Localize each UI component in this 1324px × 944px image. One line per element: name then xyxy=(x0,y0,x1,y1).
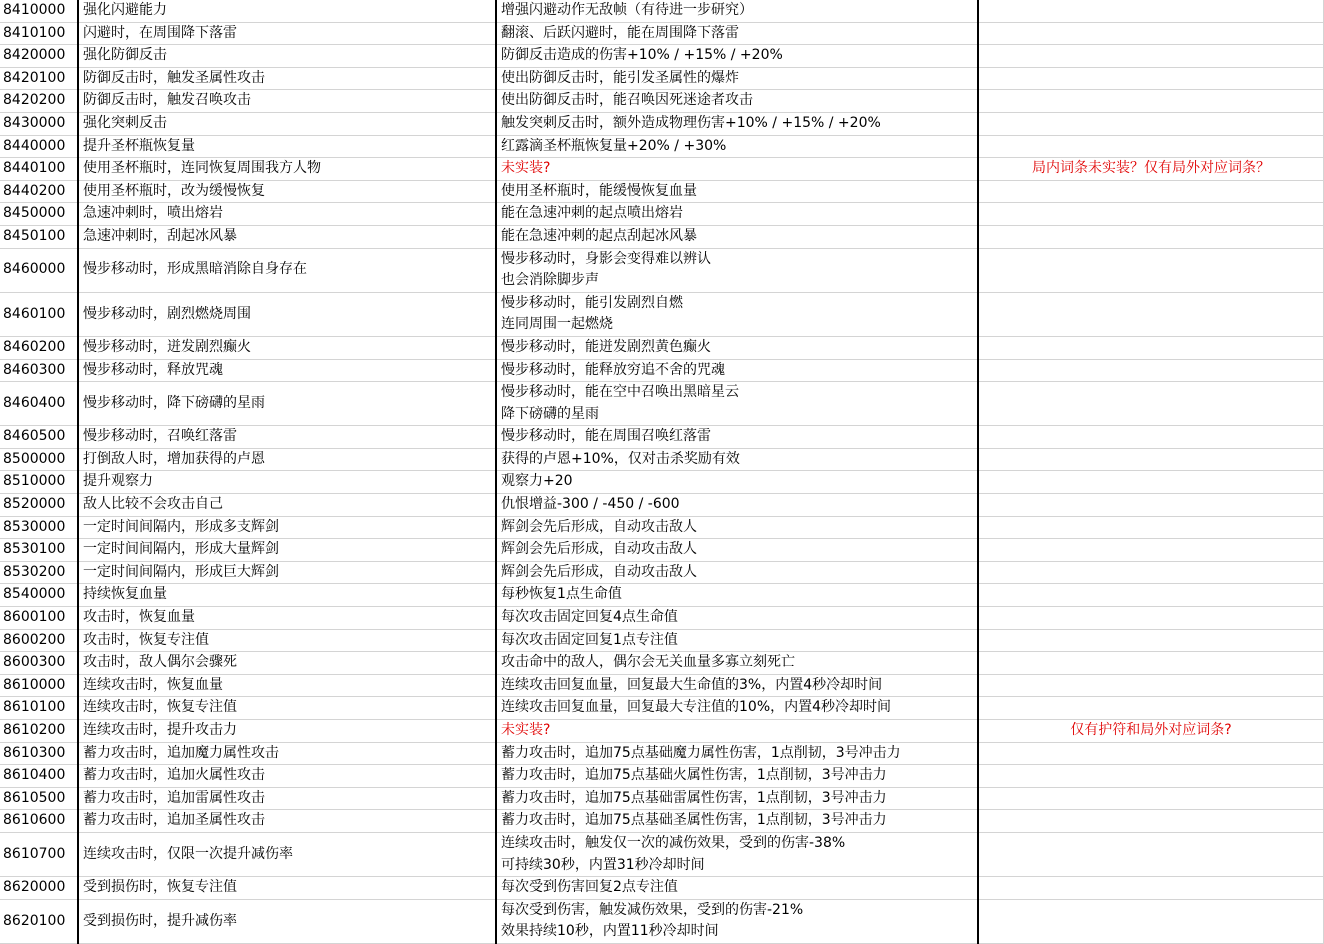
cell-id[interactable]: 8620000 xyxy=(0,877,78,900)
cell-name[interactable]: 急速冲刺时，刮起冰风暴 xyxy=(78,225,496,248)
cell-note[interactable] xyxy=(978,180,1324,203)
table-row xyxy=(0,899,1324,943)
table-row xyxy=(0,382,1324,426)
cell-effect[interactable] xyxy=(496,697,978,720)
cell-name[interactable]: 受到损伤时，提升减伤率 xyxy=(78,899,496,943)
effect-line: 慢步移动时，能引发剧烈自燃 xyxy=(501,294,683,311)
cell-id[interactable]: 8530200 xyxy=(0,561,78,584)
cell-note[interactable] xyxy=(978,22,1324,45)
cell-note[interactable] xyxy=(978,448,1324,471)
cell-effect[interactable] xyxy=(496,832,978,876)
cell-note[interactable] xyxy=(978,359,1324,382)
cell-id[interactable]: 8460200 xyxy=(0,336,78,359)
cell-note[interactable] xyxy=(978,494,1324,517)
cell-id[interactable]: 8450000 xyxy=(0,203,78,226)
cell-note[interactable] xyxy=(978,336,1324,359)
effect-line: 蓄力攻击时，追加75点基础火属性伤害，1点削韧，3号冲击力 xyxy=(501,767,887,784)
effect-line: 降下磅礴的星雨 xyxy=(501,405,599,422)
effect-line: 辉剑会先后形成，自动攻击敌人 xyxy=(501,563,697,580)
table-row xyxy=(0,607,1324,630)
table-row xyxy=(0,112,1324,135)
effect-line: 蓄力攻击时，追加75点基础雷属性伤害，1点削韧，3号冲击力 xyxy=(501,789,887,806)
table-row xyxy=(0,674,1324,697)
table-row xyxy=(0,158,1324,181)
cell-name[interactable]: 连续攻击时，恢复血量 xyxy=(78,674,496,697)
cell-effect[interactable] xyxy=(496,22,978,45)
cell-name[interactable]: 蓄力攻击时，追加火属性攻击 xyxy=(78,765,496,788)
effect-line: 辉剑会先后形成，自动攻击敌人 xyxy=(501,541,697,558)
cell-id[interactable]: 8460100 xyxy=(0,292,78,336)
cell-effect[interactable] xyxy=(496,899,978,943)
effect-line: 未实装? xyxy=(501,160,551,177)
cell-effect[interactable] xyxy=(496,426,978,449)
table-row xyxy=(0,448,1324,471)
effect-line: 每次攻击固定回复1点专注值 xyxy=(501,631,678,648)
effect-line: 慢步移动时，能释放穷追不舍的咒魂 xyxy=(501,361,725,378)
cell-id[interactable]: 8600200 xyxy=(0,629,78,652)
cell-name[interactable]: 慢步移动时，剧烈燃烧周围 xyxy=(78,292,496,336)
cell-name[interactable]: 强化突刺反击 xyxy=(78,112,496,135)
cell-name[interactable]: 敌人比较不会攻击自己 xyxy=(78,494,496,517)
cell-id[interactable]: 8610000 xyxy=(0,674,78,697)
table-row xyxy=(0,765,1324,788)
cell-id[interactable]: 8530000 xyxy=(0,516,78,539)
cell-note[interactable] xyxy=(978,697,1324,720)
cell-effect[interactable] xyxy=(496,135,978,158)
table-row xyxy=(0,0,1324,22)
cell-name[interactable]: 受到损伤时，恢复专注值 xyxy=(78,877,496,900)
table-row xyxy=(0,203,1324,226)
table-row xyxy=(0,516,1324,539)
cell-effect[interactable] xyxy=(496,765,978,788)
cell-note[interactable] xyxy=(978,471,1324,494)
effect-line: 获得的卢恩+10%，仅对击杀奖励有效 xyxy=(501,450,740,467)
table-row xyxy=(0,248,1324,292)
cell-id[interactable]: 8410100 xyxy=(0,22,78,45)
cell-note[interactable] xyxy=(978,45,1324,68)
table-row xyxy=(0,787,1324,810)
cell-effect[interactable] xyxy=(496,810,978,833)
table-row xyxy=(0,561,1324,584)
cell-id[interactable]: 8610300 xyxy=(0,742,78,765)
effect-line: 可持续30秒，内置31秒冷却时间 xyxy=(501,856,705,873)
cell-name[interactable]: 一定时间间隔内，形成多支辉剑 xyxy=(78,516,496,539)
table-row xyxy=(0,90,1324,113)
effect-line: 能在急速冲刺的起点刮起冰风暴 xyxy=(501,227,697,244)
cell-effect[interactable] xyxy=(496,359,978,382)
cell-effect[interactable] xyxy=(496,336,978,359)
cell-note[interactable] xyxy=(978,225,1324,248)
cell-note[interactable] xyxy=(978,629,1324,652)
cell-id[interactable]: 8420000 xyxy=(0,45,78,68)
cell-note[interactable] xyxy=(978,90,1324,113)
table-row xyxy=(0,629,1324,652)
effect-line: 蓄力攻击时，追加75点基础魔力属性伤害，1点削韧，3号冲击力 xyxy=(501,744,901,761)
cell-note[interactable] xyxy=(978,787,1324,810)
cell-effect[interactable] xyxy=(496,382,978,426)
cell-name[interactable]: 强化闪避能力 xyxy=(78,0,496,22)
table-row xyxy=(0,45,1324,68)
cell-name[interactable]: 闪避时，在周围降下落雷 xyxy=(78,22,496,45)
cell-id[interactable]: 8410000 xyxy=(0,0,78,22)
cell-name[interactable]: 一定时间间隔内，形成巨大辉剑 xyxy=(78,561,496,584)
cell-id[interactable]: 8430000 xyxy=(0,112,78,135)
table-row xyxy=(0,180,1324,203)
cell-id[interactable]: 8610700 xyxy=(0,832,78,876)
cell-name[interactable]: 急速冲刺时，喷出熔岩 xyxy=(78,203,496,226)
effect-line: 攻击命中的敌人，偶尔会无关血量多寡立刻死亡 xyxy=(501,654,795,671)
cell-effect[interactable] xyxy=(496,584,978,607)
cell-effect[interactable] xyxy=(496,180,978,203)
cell-effect[interactable] xyxy=(496,742,978,765)
cell-note[interactable] xyxy=(978,765,1324,788)
effect-line: 连续攻击回复血量，回复最大生命值的3%，内置4秒冷却时间 xyxy=(501,676,883,693)
effect-line: 连同周围一起燃烧 xyxy=(501,316,613,333)
cell-effect[interactable] xyxy=(496,877,978,900)
table-row xyxy=(0,494,1324,517)
effect-line: 慢步移动时，能在周围召唤红落雷 xyxy=(501,428,711,445)
cell-effect[interactable] xyxy=(496,629,978,652)
cell-id[interactable]: 8610400 xyxy=(0,765,78,788)
cell-effect[interactable] xyxy=(496,112,978,135)
effect-line: 每次攻击固定回复4点生命值 xyxy=(501,609,678,626)
cell-id[interactable]: 8420200 xyxy=(0,90,78,113)
cell-name[interactable]: 慢步移动时，迸发剧烈癫火 xyxy=(78,336,496,359)
table-row xyxy=(0,292,1324,336)
cell-name[interactable]: 攻击时，敌人偶尔会骤死 xyxy=(78,652,496,675)
effect-line: 防御反击造成的伤害+10% / +15% / +20% xyxy=(501,47,783,64)
table-row xyxy=(0,22,1324,45)
effect-line: 每次受到伤害回复2点专注值 xyxy=(501,879,678,896)
cell-note[interactable]: 局内词条未实装？仅有局外对应词条？ xyxy=(978,158,1324,181)
cell-name[interactable]: 攻击时，恢复血量 xyxy=(78,607,496,630)
cell-id[interactable]: 8610500 xyxy=(0,787,78,810)
effect-line: 连续攻击回复血量，回复最大专注值的10%，内置4秒冷却时间 xyxy=(501,699,892,716)
cell-id[interactable]: 8620100 xyxy=(0,899,78,943)
effect-line: 蓄力攻击时，追加75点基础圣属性伤害，1点削韧，3号冲击力 xyxy=(501,812,887,829)
table-row xyxy=(0,539,1324,562)
effect-line: 触发突刺反击时，额外造成物理伤害+10% / +15% / +20% xyxy=(501,114,881,131)
cell-note[interactable] xyxy=(978,539,1324,562)
cell-name[interactable]: 蓄力攻击时，追加雷属性攻击 xyxy=(78,787,496,810)
cell-note[interactable] xyxy=(978,112,1324,135)
cell-name[interactable]: 防御反击时，触发圣属性攻击 xyxy=(78,67,496,90)
effect-line: 未实装? xyxy=(501,722,551,738)
cell-effect[interactable] xyxy=(496,292,978,336)
cell-name[interactable]: 提升圣杯瓶恢复量 xyxy=(78,135,496,158)
effect-line: 使出防御反击时，能召唤因死迷途者攻击 xyxy=(501,92,753,109)
effect-line: 能在急速冲刺的起点喷出熔岩 xyxy=(501,205,683,222)
cell-effect[interactable] xyxy=(496,561,978,584)
cell-note[interactable] xyxy=(978,0,1324,22)
cell-note[interactable] xyxy=(978,899,1324,943)
cell-id[interactable]: 8460000 xyxy=(0,248,78,292)
cell-note[interactable] xyxy=(978,248,1324,292)
effect-line: 红露滴圣杯瓶恢复量+20% / +30% xyxy=(501,137,727,154)
cell-name[interactable]: 蓄力攻击时，追加圣属性攻击 xyxy=(78,810,496,833)
cell-note[interactable] xyxy=(978,516,1324,539)
table-row xyxy=(0,810,1324,833)
effect-line: 观察力+20 xyxy=(501,473,573,490)
cell-id[interactable]: 8420100 xyxy=(0,67,78,90)
cell-id[interactable]: 8610200 xyxy=(0,720,78,743)
table-row xyxy=(0,67,1324,90)
table-row xyxy=(0,135,1324,158)
effect-line: 每次受到伤害，触发减伤效果，受到的伤害-21% xyxy=(501,901,804,918)
cell-effect[interactable] xyxy=(496,607,978,630)
effect-line: 使用圣杯瓶时，能缓慢恢复血量 xyxy=(501,182,697,199)
cell-effect[interactable] xyxy=(496,720,978,743)
cell-name[interactable]: 慢步移动时，降下磅礴的星雨 xyxy=(78,382,496,426)
effect-line: 也会消除脚步声 xyxy=(501,272,599,289)
cell-name[interactable]: 连续攻击时，恢复专注值 xyxy=(78,697,496,720)
cell-id[interactable]: 8520000 xyxy=(0,494,78,517)
cell-effect[interactable] xyxy=(496,494,978,517)
cell-id[interactable]: 8440200 xyxy=(0,180,78,203)
table-row xyxy=(0,471,1324,494)
effect-line: 辉剑会先后形成，自动攻击敌人 xyxy=(501,518,697,535)
cell-effect[interactable] xyxy=(496,45,978,68)
effect-line: 连续攻击时，触发仅一次的减伤效果，受到的伤害-38% xyxy=(501,834,846,851)
cell-name[interactable]: 防御反击时，触发召唤攻击 xyxy=(78,90,496,113)
cell-note[interactable] xyxy=(978,810,1324,833)
cell-id[interactable]: 8600300 xyxy=(0,652,78,675)
cell-name[interactable]: 攻击时，恢复专注值 xyxy=(78,629,496,652)
cell-effect[interactable] xyxy=(496,67,978,90)
cell-name[interactable]: 连续攻击时，提升攻击力 xyxy=(78,720,496,743)
cell-effect[interactable] xyxy=(496,516,978,539)
cell-effect[interactable] xyxy=(496,787,978,810)
cell-id[interactable]: 8450100 xyxy=(0,225,78,248)
cell-id[interactable]: 8540000 xyxy=(0,584,78,607)
table-row xyxy=(0,336,1324,359)
cell-effect[interactable] xyxy=(496,652,978,675)
effect-line: 仇恨增益-300 / -450 / -600 xyxy=(501,496,680,513)
cell-note[interactable] xyxy=(978,742,1324,765)
cell-name[interactable]: 打倒敌人时，增加获得的卢恩 xyxy=(78,448,496,471)
cell-name[interactable]: 提升观察力 xyxy=(78,471,496,494)
cell-name[interactable]: 一定时间间隔内，形成大量辉剑 xyxy=(78,539,496,562)
cell-effect[interactable] xyxy=(496,0,978,22)
cell-note[interactable] xyxy=(978,652,1324,675)
cell-note[interactable] xyxy=(978,877,1324,900)
cell-note[interactable] xyxy=(978,426,1324,449)
cell-name[interactable]: 强化防御反击 xyxy=(78,45,496,68)
cell-note[interactable] xyxy=(978,832,1324,876)
cell-id[interactable]: 8440000 xyxy=(0,135,78,158)
cell-id[interactable]: 8510000 xyxy=(0,471,78,494)
effect-line: 效果持续10秒，内置11秒冷却时间 xyxy=(501,923,719,940)
cell-effect[interactable] xyxy=(496,225,978,248)
cell-note[interactable] xyxy=(978,135,1324,158)
cell-id[interactable]: 8460300 xyxy=(0,359,78,382)
table-row xyxy=(0,832,1324,876)
cell-note[interactable] xyxy=(978,382,1324,426)
table-row xyxy=(0,359,1324,382)
cell-id[interactable]: 8460400 xyxy=(0,382,78,426)
table-row xyxy=(0,697,1324,720)
cell-note[interactable] xyxy=(978,203,1324,226)
cell-note[interactable] xyxy=(978,292,1324,336)
effect-line: 慢步移动时，能在空中召唤出黑暗星云 xyxy=(501,384,739,401)
effect-line: 慢步移动时，身影会变得难以辨认 xyxy=(501,250,711,267)
cell-effect[interactable] xyxy=(496,203,978,226)
cell-effect[interactable] xyxy=(496,248,978,292)
cell-id[interactable]: 8500000 xyxy=(0,448,78,471)
cell-effect[interactable] xyxy=(496,90,978,113)
cell-effect[interactable] xyxy=(496,448,978,471)
effect-line: 增强闪避动作无敌帧（有待进一步研究） xyxy=(501,2,753,18)
cell-note[interactable] xyxy=(978,674,1324,697)
cell-name[interactable]: 蓄力攻击时，追加魔力属性攻击 xyxy=(78,742,496,765)
effect-line: 每秒恢复1点生命值 xyxy=(501,586,622,603)
cell-name[interactable]: 使用圣杯瓶时，连同恢复周围我方人物 xyxy=(78,158,496,181)
cell-note[interactable] xyxy=(978,67,1324,90)
table-row xyxy=(0,584,1324,607)
cell-name[interactable]: 慢步移动时，释放咒魂 xyxy=(78,359,496,382)
table-row xyxy=(0,426,1324,449)
table-row xyxy=(0,720,1324,743)
table-row xyxy=(0,877,1324,900)
cell-name[interactable]: 慢步移动时，召唤红落雷 xyxy=(78,426,496,449)
effect-line: 慢步移动时，能迸发剧烈黄色癫火 xyxy=(501,338,711,355)
cell-note[interactable]: 仅有护符和局外对应词条? xyxy=(978,720,1324,743)
cell-name[interactable]: 使用圣杯瓶时，改为缓慢恢复 xyxy=(78,180,496,203)
cell-id[interactable]: 8530100 xyxy=(0,539,78,562)
cell-effect[interactable] xyxy=(496,539,978,562)
cell-note[interactable] xyxy=(978,584,1324,607)
cell-name[interactable]: 持续恢复血量 xyxy=(78,584,496,607)
cell-effect[interactable] xyxy=(496,471,978,494)
effect-line: 使出防御反击时，能引发圣属性的爆炸 xyxy=(501,69,739,86)
cell-name[interactable]: 慢步移动时，形成黑暗消除自身存在 xyxy=(78,248,496,292)
cell-id[interactable]: 8600100 xyxy=(0,607,78,630)
cell-id[interactable]: 8610600 xyxy=(0,810,78,833)
table-row xyxy=(0,742,1324,765)
cell-name[interactable]: 连续攻击时，仅限一次提升减伤率 xyxy=(78,832,496,876)
cell-note[interactable] xyxy=(978,607,1324,630)
table-row xyxy=(0,225,1324,248)
cell-id[interactable]: 8610100 xyxy=(0,697,78,720)
cell-id[interactable]: 8460500 xyxy=(0,426,78,449)
cell-effect[interactable] xyxy=(496,674,978,697)
cell-effect[interactable] xyxy=(496,158,978,181)
effect-line: 翻滚、后跃闪避时，能在周围降下落雷 xyxy=(501,24,739,41)
cell-id[interactable]: 8440100 xyxy=(0,158,78,181)
cell-note[interactable] xyxy=(978,561,1324,584)
table-row xyxy=(0,652,1324,675)
